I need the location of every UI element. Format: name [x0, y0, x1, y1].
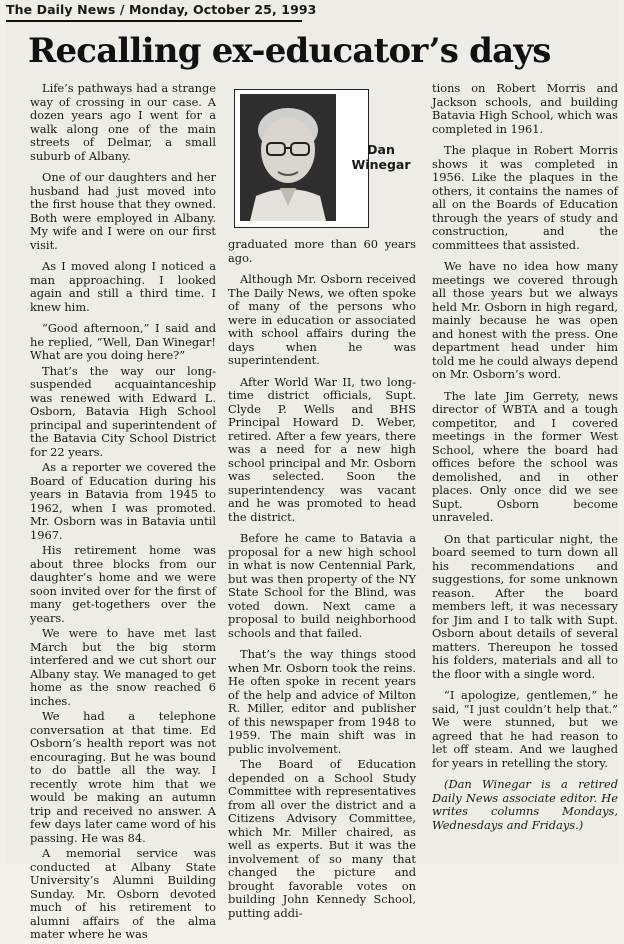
paragraph: That’s the way our long-suspended acquaintanceship was renewed with Edward L. Osborn, Batavia High School principal and superintendent of the Batavia City School District for 22 years. [30, 363, 216, 459]
paragraph: The late Jim Gerrety, news director of WBTA and a tough competitor, and I covered meetings in the former West School, where the board had offices before the school was demolished, and in other places. Only once did we see Supt. Osborn become unraveled. [432, 388, 618, 524]
paragraph: Life’s pathways had a strange way of crossing in our case. A dozen years ago I went for a walk along one of the main streets of Delmar, a small suburb of Albany. [30, 81, 216, 163]
paragraph: Before he came to Batavia a proposal for a new high school in what is now Centennial Park, but was then property of the NY State School for the Blind, was voted down. Next came a proposal to build neighborhood schools and that failed. [228, 531, 416, 640]
paragraph: That’s the way things stood when Mr. Osborn took the reins. He often spoke in recent years of the help and advice of Milton R. Miller, editor and publisher of this newspaper from 1948 to 1959. The main shift was in public involvement. [228, 647, 416, 756]
paragraph: As a reporter we covered the Board of Education during his years in Batavia from 1945 to 1962, when I was promoted. Mr. Osborn was in Batavia until 1967. [30, 460, 216, 542]
article-column-3 [432, 82, 618, 840]
paragraph: One of our daughters and her husband had just moved into the first house that they owned. Both were employed in Albany. My wife and I were on our first visit. [30, 170, 216, 252]
article-column-2 [228, 238, 416, 922]
paragraph: “Good afternoon,” I said and he replied, “Well, Dan Winegar! What are you doing here?” [30, 321, 216, 362]
author-bio-note: (Dan Winegar is a retired Daily News associate editor. He writes columns Mondays, Wednesdays and Fridays.) [432, 777, 618, 832]
byline-first-name: Dan [367, 142, 395, 157]
paragraph: We had a telephone conversation at that time. Ed Osborn’s health report was not encouraging. But he was bound to do battle all the way. I recently wrote him that we would be making an autumn trip and received no answer. A few days later came word of his passing. He was 84. [30, 709, 216, 845]
byline [344, 142, 418, 172]
paragraph: We have no idea how many meetings we covered through all those years but we always held Mr. Osborn in high regard, mainly because he was open and honest with the press. One department head under him told me he could always depend on Mr. Osborn’s word. [432, 259, 618, 381]
paragraph: On that particular night, the board seemed to turn down all his recommendations and suggestions, for some unknown reason. After the board members left, it was necessary for Jim and I to talk with Supt. Osborn about details of several matters. Thereupon he tossed his folders, materials and all to the floor with a single word. [432, 531, 618, 681]
paragraph: The Board of Education depended on a School Study Committee with representatives from all over the district and a Citizens Advisory Committee, which Mr. Miller chaired, as well as experts. But it was the involvement of so many that changed the picture and brought favorable votes on building John Kennedy School, putting addi- [228, 757, 416, 920]
paragraph: The plaque in Robert Morris shows it was completed in 1956. Like the plaques in the others, it contains the names of all on the Boards of Education through the years of study and construction, and the committees that assisted. [432, 143, 618, 252]
masthead: The Daily News / Monday, October 25, 1993 [6, 2, 317, 17]
paragraph: We were to have met last March but the big storm interfered and we cut short our Albany stay. We managed to get home as the snow reached 6 inches. [30, 626, 216, 708]
article-column-1 [30, 82, 216, 944]
paragraph: “I apologize, gentlemen,” he said, “I just couldn’t help that.” We were stunned, but we agreed that he had reason to let off steam. And we laughed for years in retelling the story. [432, 688, 618, 770]
headline: Recalling ex-educator’s days [28, 31, 551, 71]
paragraph: A memorial service was conducted at Albany State University’s Alumni Building Sunday. Mr. Osborn devoted much of his retirement to alumni affairs of the alma mater where he was [30, 846, 216, 941]
portrait-image [240, 94, 336, 221]
byline-last-name: Winegar [351, 157, 411, 172]
paragraph: Although Mr. Osborn received The Daily News, we often spoke of many of the persons who were in education or associated with school affairs during the days when he was superintendent. [228, 272, 416, 367]
paragraph: tions on Robert Morris and Jackson schools, and building Batavia High School, which was completed in 1961. [432, 81, 618, 136]
paragraph: After World War II, two long-time district officials, Supt. Clyde P. Wells and BHS Principal Howard D. Weber, retired. After a few years, there was a need for a new high school principal and Mr. Osborn was selected. Soon the superintendency was vacant and he was promoted to head the district. [228, 374, 416, 524]
paragraph: graduated more than 60 years ago. [228, 237, 416, 265]
masthead-rule [6, 20, 302, 22]
paragraph: As I moved along I noticed a man approaching. I looked again and still a third time. I knew him. [30, 259, 216, 314]
paragraph: His retirement home was about three blocks from our daughter’s home and we were soon invited over for the first of many get-togethers over the years. [30, 543, 216, 625]
author-photo [240, 94, 336, 221]
